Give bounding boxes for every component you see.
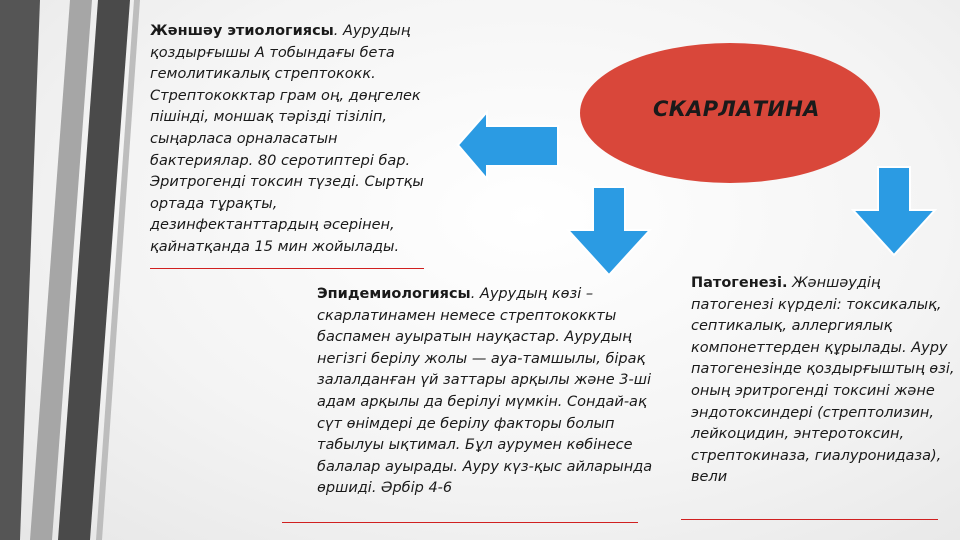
etiology-block: Жәншәу этиологиясы. Аурудың қоздырғышы А тобындағы бета гемолитикалық стрептококк. Стрептококктар грам оң, дөңгелек пішінді, моншақ тәрізді тізіліп, сыңарласа орналасатын бактериялар. 80 серотиптері бар. Эритрогенді токсин түзеді. Сыртқы ортада тұрақты, дезинфектанттардың әсерінен, қайнатқанда 15 мин жойылады.	[150, 23, 424, 255]
arrow-down-icon	[568, 187, 650, 275]
etiology-text: Аурудың қоздырғышы А тобындағы бета гемолитикалық стрептококк. Стрептококктар грам оң, дөңгелек пішінді, моншақ тәрізді тізіліп, сыңарласа орналасатын бактериялар. 80 серотиптері бар. Эритрогенді токсин түзеді. Сыртқы ортада тұрақты, дезинфектанттардың әсерінен, қайнатқанда 15 мин жойылады.	[150, 23, 424, 255]
stripe-dark	[0, 0, 40, 540]
pathogenesis-block	[691, 273, 960, 489]
epidemiology-text: Аурудың көзі – скарлатинамен немесе стрептококкты баспамен ауыратын науқастар. Аурудың негізгі берілу жолы — ауа-тамшылы, бірақ залалданған үй заттары арқылы және 3-ші адам арқылы да берілуі мүмкін. Сондай-ақ сүт өнімдері де берілу факторы болып табылуы ықтимал. Бұл аурумен көбінесе балалар ауырады. Ауру күз-қыс айларында өршиді. Әрбір 4-6	[317, 286, 653, 497]
epidemiology-underline	[282, 522, 638, 523]
epidemiology-heading: Эпидемиологиясы	[317, 286, 471, 302]
epidemiology-block: Эпидемиологиясы. Аурудың көзі – скарлатинамен немесе стрептококкты баспамен ауыратын науқастар. Аурудың негізгі берілу жолы — ауа-тамшылы, бірақ залалданған үй заттары арқылы және 3-ші адам арқылы да берілуі мүмкін. Сондай-ақ сүт өнімдері де берілу факторы болып табылуы ықтимал. Бұл аурумен көбінесе балалар ауырады. Ауру күз-қыс айларында өршиді. Әрбір 4-6	[317, 286, 653, 497]
arrow-left-icon	[458, 112, 558, 179]
arrow-down-icon	[853, 167, 935, 255]
pathogenesis-text: Жәншәудің патогенезі күрделі: токсикалық, септикалық, аллергиялық компонеттерден құрылады. Ауру патогенезінде қоздырғыштың өзі, оның эритрогенді токсині және эндотоксиндері (стрептолизин, лейкоцидин, энтеротоксин, стрептокиназа, гиалуронидаза), вели	[691, 275, 955, 486]
pathogenesis-heading: Патогенезі.	[691, 275, 788, 291]
pathogenesis-underline	[681, 519, 938, 520]
etiology-underline	[150, 268, 424, 269]
page-title: СКАРЛАТИНА	[653, 97, 820, 121]
etiology-heading: Жәншәу этиологиясы	[150, 23, 334, 39]
